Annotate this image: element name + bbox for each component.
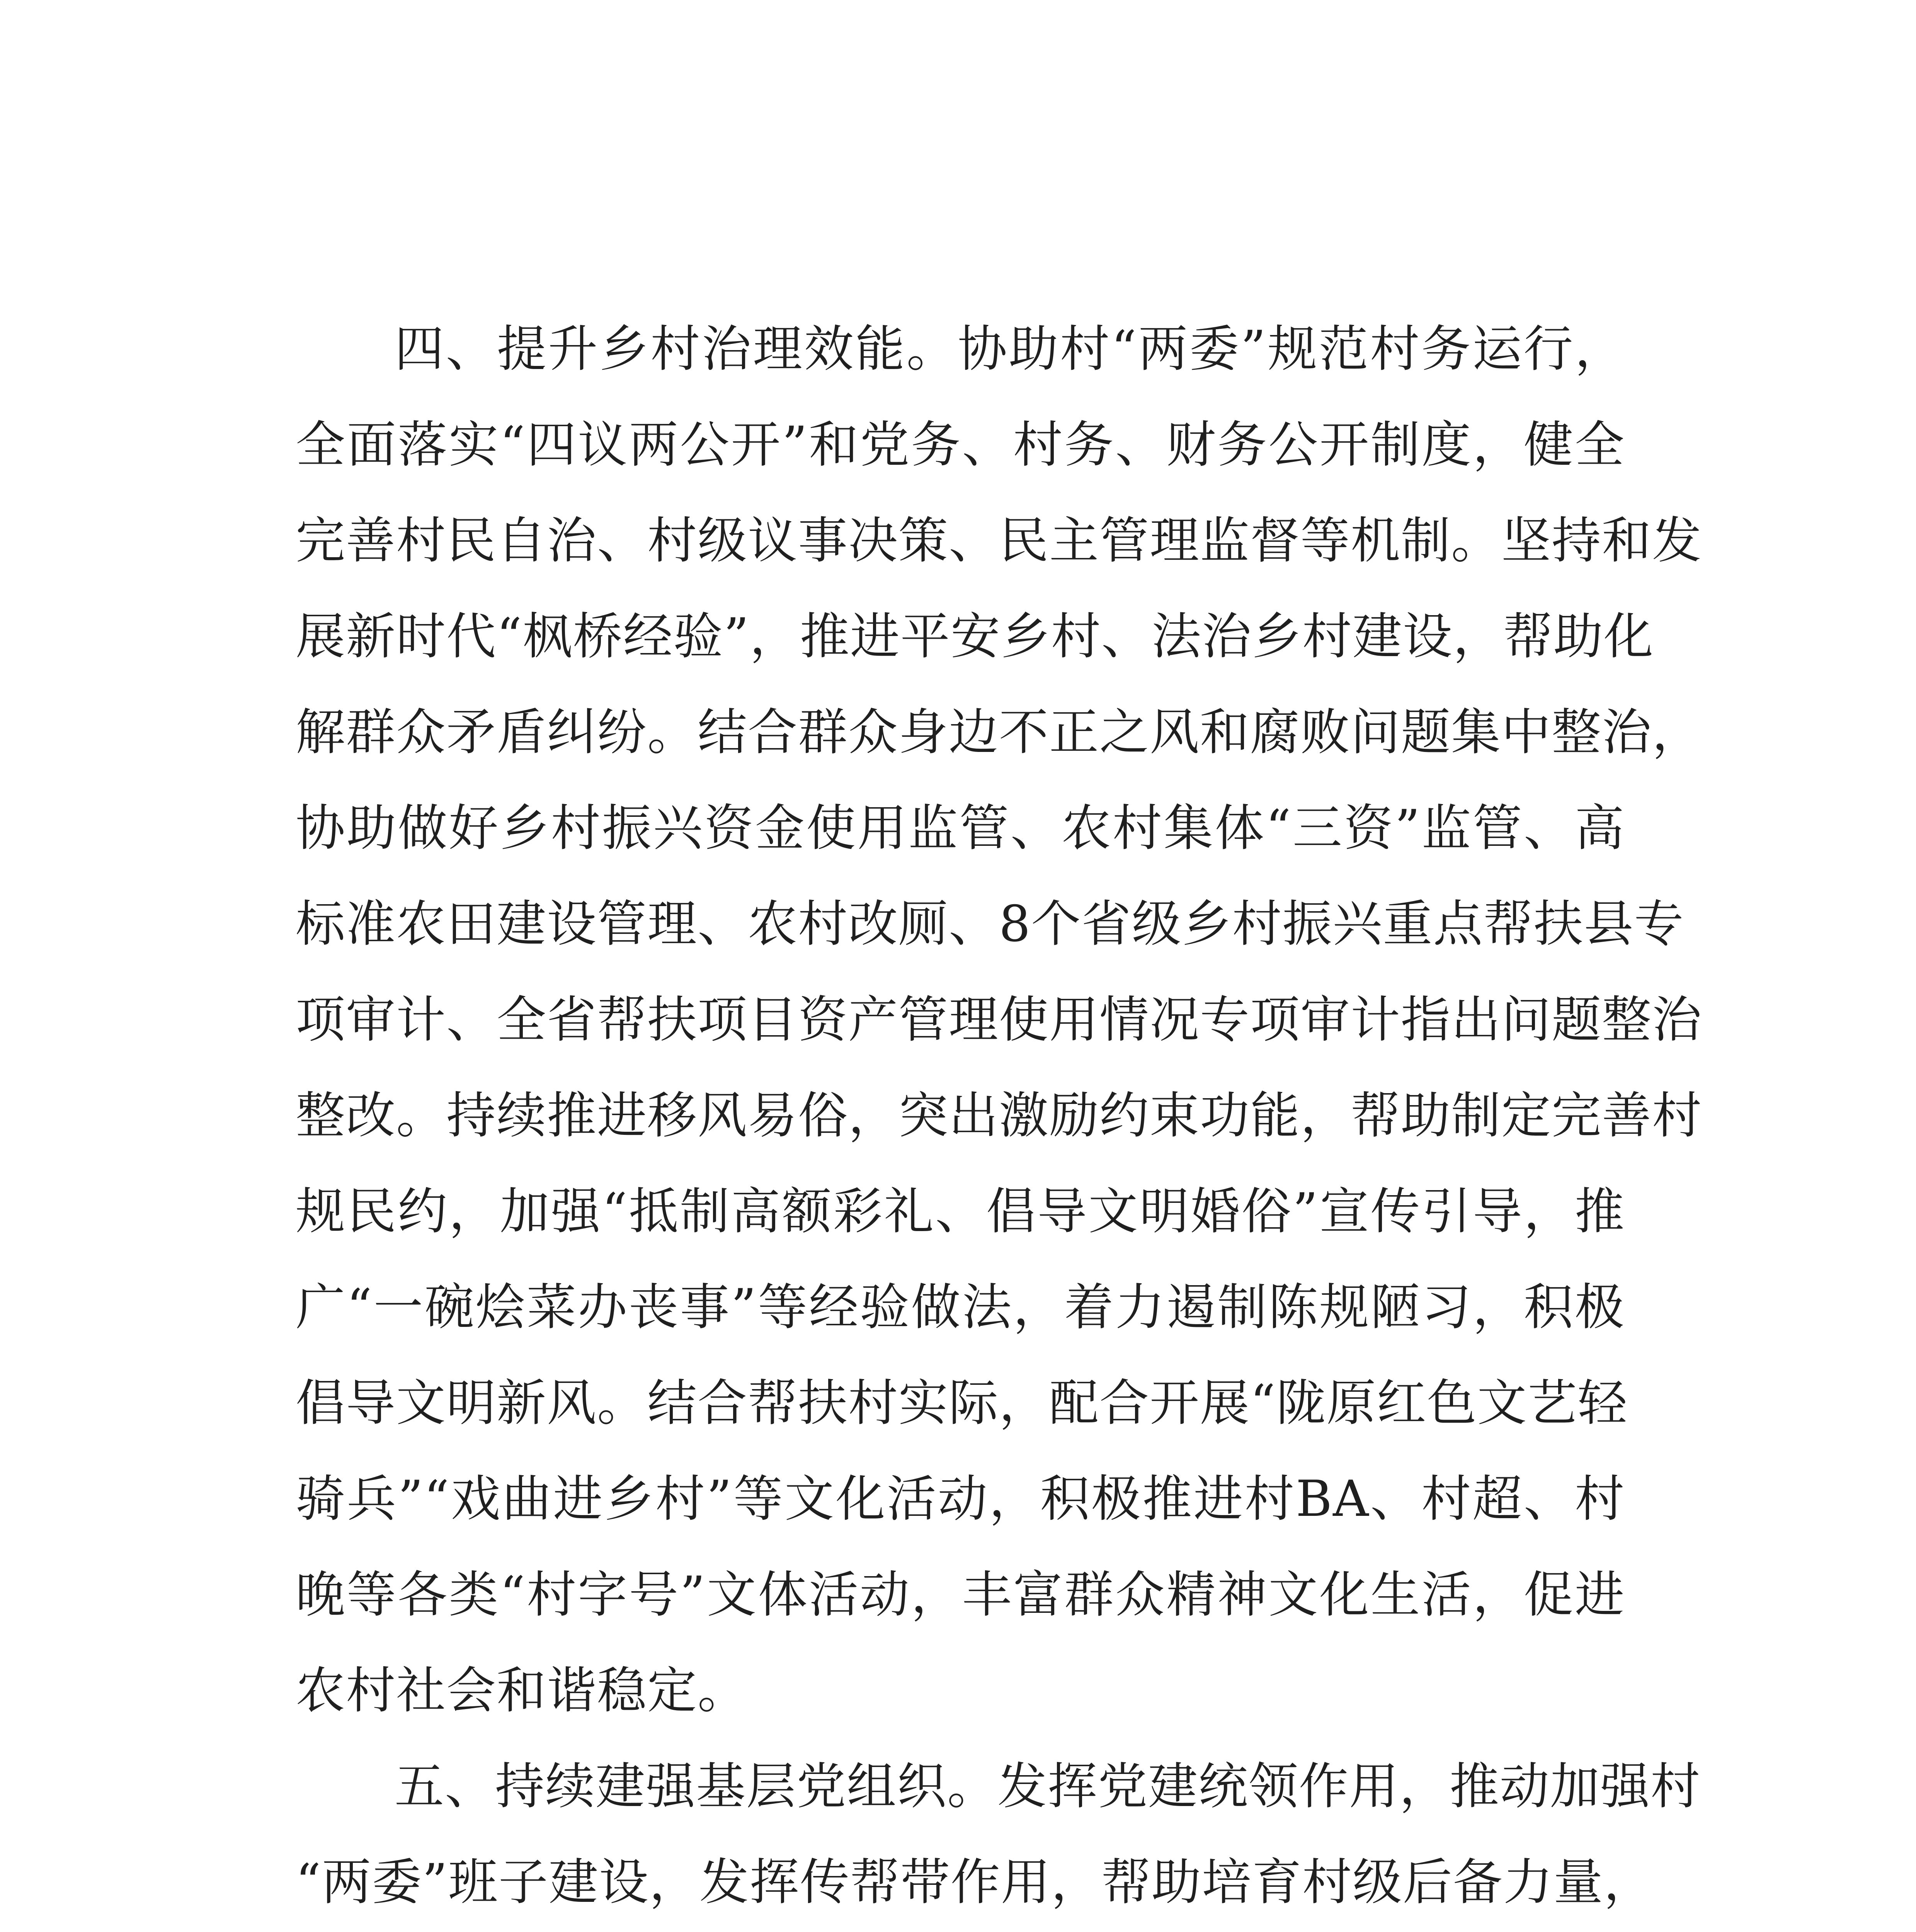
paragraph-1-line-6: 协助做好乡村振兴资金使用监管、农村集体“三资”监管、高 — [296, 799, 1625, 857]
paragraph-2-line-1: 五、持续建强基层党组织。发挥党建统领作用，推动加强村 — [395, 1758, 1701, 1815]
paragraph-2-line-3 — [296, 1930, 1625, 1932]
paragraph-1-line-3: 完善村民自治、村级议事决策、民主管理监督等机制。坚持和发 — [296, 512, 1703, 570]
paragraph-1-line-8: 项审计、全省帮扶项目资产管理使用情况专项审计指出问题整治 — [296, 991, 1703, 1049]
paragraph-1-line-14: 晚等各类“村字号”文体活动，丰富群众精神文化生活，促进 — [296, 1566, 1625, 1624]
paragraph-1-line-2: 全面落实“四议两公开”和党务、村务、财务公开制度，健全 — [296, 416, 1625, 474]
paragraph-1-line-12: 倡导文明新风。结合帮扶村实际，配合开展“陇原红色文艺轻 — [296, 1374, 1628, 1432]
paragraph-1-line-7: 标准农田建设管理、农村改厕、8个省级乡村振兴重点帮扶县专 — [296, 895, 1685, 953]
paragraph-1-line-9: 整改。持续推进移风易俗，突出激励约束功能，帮助制定完善村 — [296, 1087, 1703, 1145]
paragraph-1-line-15: 农村社会和谐稳定。 — [296, 1662, 748, 1719]
paragraph-2-line-2: “两委”班子建设，发挥传帮带作用，帮助培育村级后备力量， — [296, 1854, 1654, 1911]
document-body — [296, 301, 1703, 1932]
paragraph-1-line-4: 展新时代“枫桥经验”，推进平安乡村、法治乡村建设，帮助化 — [296, 608, 1654, 665]
paragraph-1-line-13: 骑兵”“戏曲进乡村”等文化活动，积极推进村BA、村超、村 — [296, 1470, 1625, 1528]
paragraph-1-line-5: 解群众矛盾纠纷。结合群众身边不正之风和腐败问题集中整治， — [296, 704, 1703, 761]
paragraph-1-line-10: 规民约，加强“抵制高额彩礼、倡导文明婚俗”宣传引导，推 — [296, 1183, 1625, 1240]
paragraph-1-line-1: 四、提升乡村治理效能。协助村“两委”规范村务运行， — [395, 320, 1625, 378]
paragraph-1-line-11: 广“一碗烩菜办丧事”等经验做法，着力遏制陈规陋习，积极 — [296, 1279, 1625, 1336]
